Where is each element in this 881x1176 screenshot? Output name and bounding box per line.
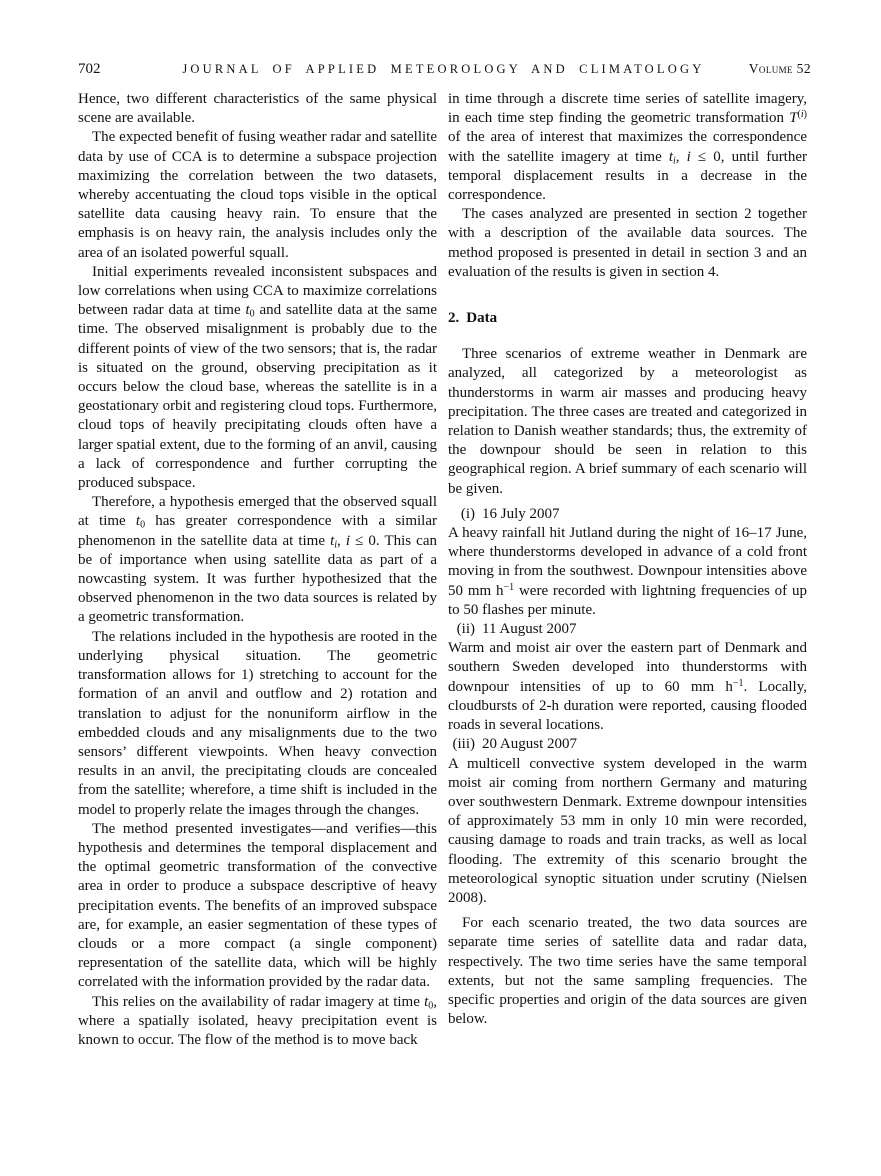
running-head xyxy=(78,61,811,78)
volume-label: Volume 52 xyxy=(748,61,811,76)
scenario-date: 11 August 2007 xyxy=(482,621,577,638)
scenario-item xyxy=(448,505,807,620)
paragraph: The expected benefit of fusing weather radar and satellite data by use of CCA is to determine a subspace projection maximizing the correlation between the two datasets, whereby accentuating the cloud tops visible in the optical satellite data causing heavy rain. To ensure that the emphasis is on heavy rain, the analysis includes only the area of an isolated powerful squall. xyxy=(78,129,437,261)
scenario-heading xyxy=(448,735,807,754)
scenario-heading xyxy=(448,505,807,524)
paragraph: in time through a discrete time series of satellite imagery, in each time step finding the geometric transformation $T^{(i)}$ of the area of interest that maximizes the correspondence with the satellite imagery at time $t_i$, i ≤ 0, until further temporal displacement results in a decrease in the correspondence. xyxy=(448,91,808,204)
scenario-label: (iii) xyxy=(452,736,475,753)
scenario-label: (ii) xyxy=(456,621,475,638)
paragraph: Therefore, a hypothesis emerged that the observed squall at time $t_0$ has greater correspondence with a similar phenomenon in the satellite data at time $t_i$, i ≤ 0. This can be of importance when using satellite data as part of a nowcasting system. It was further hypothesized that the observed phenomenon in the two data sources is related by a geometric transformation. xyxy=(78,494,438,626)
paragraph: The relations included in the hypothesis are rooted in the underlying physical situation. The geometric transformation allows for 1) stretching to account for the formation of an anvil and outflow and 2) rotation and translation to adjust for the nonuniform airflow in the embedded clouds and any misalignments due to the two sensors’ different viewpoints. When heavy convection results in an anvil, the precipitating clouds are concealed from the satellite; wherefore, a time shift is included in the model to properly relate the images through the changes. xyxy=(78,628,437,818)
scenario-list xyxy=(448,505,807,908)
two-column-body xyxy=(78,90,807,1050)
journal-title: JOURNAL OF APPLIED METEOROLOGY AND CLIMATOLOGY xyxy=(182,62,705,76)
paragraph: For each scenario treated, the two data sources are separate time series of satellite data and radar data, respectively. The two time series have the same temporal extents, but not the same sampling frequencies. The specific properties and origin of the data sources are given below. xyxy=(448,915,807,1028)
scenario-item xyxy=(448,735,807,908)
page-number: 702 xyxy=(78,61,101,77)
left-column xyxy=(78,90,437,1050)
paragraph: Hence, two different characteristics of the same physical scene are available. xyxy=(78,91,437,127)
paragraph: The cases analyzed are presented in section 2 together with a description of the available data sources. The method proposed is presented in detail in section 3 and an evaluation of the results is given in section 4. xyxy=(448,206,807,280)
scenario-text: Warm and moist air over the eastern part of Denmark and southern Sweden developed into thunderstorms with downpour intensities of up to 60 mm $h^{-1}$. Locally, cloudbursts of 2-h duration were reported, causing flooded roads in several locations. xyxy=(448,640,807,734)
scenario-date: 20 August 2007 xyxy=(482,736,578,753)
scenario-label: (i) xyxy=(460,505,475,522)
scenario-date: 16 July 2007 xyxy=(482,505,560,522)
section-title: Data xyxy=(466,310,498,327)
section-heading xyxy=(448,309,807,328)
scenario-item xyxy=(448,620,807,735)
right-column xyxy=(448,90,807,1050)
section-number: 2. xyxy=(448,310,460,327)
paragraph: Three scenarios of extreme weather in Denmark are analyzed, all categorized by a meteorologist as thunderstorms in warm air masses and producing heavy precipitation. The three cases are treated and categorized in relation to Danish weather standards; thus, the extremity of the downpour should be seen in relation to this geographical region. A brief summary of each scenario will be given. xyxy=(448,346,807,497)
scenario-heading xyxy=(448,620,807,639)
scenario-text: A heavy rainfall hit Jutland during the night of 16–17 June, where thunderstorms developed in advance of a cold front moving in from the southwest. Downpour intensities above 50 mm $h^{-1}$ were recorded with lightning frequencies of up to 50 flashes per minute. xyxy=(448,525,807,618)
paragraph: This relies on the availability of radar imagery at time $t_0$, where a spatially isolated, heavy precipitation event is known to occur. The flow of the method is to move back xyxy=(78,993,437,1048)
paragraph: Initial experiments revealed inconsistent subspaces and low correlations when using CCA to maximize correlations between radar data at time $t_0$ and satellite data at the same time. The observed misalignment is probably due to the different points of view of the two sensors; that is, the radar is situated on the ground, observing precipitation as it occurs below the cloud base, whereas the satellite is in a geostationary orbit and registering cloud tops. Furthermore, cloud tops of heavily precipitating clouds often have a larger spatial extent, due to the forming of an anvil, causing a lack of correspondence and further corrupting the produced subspace. xyxy=(78,263,437,492)
scenario-text: A multicell convective system developed in the warm moist air coming from northern Germany and maturing over southwestern Denmark. Extreme downpour intensities of approximately 53 mm in only 10 min were recorded, causing damage to roads and train tracks, as well as local flooding. The extremity of this scenario brought the meteorological synoptic situation under scrutiny (Nielsen 2008). xyxy=(448,755,807,906)
paragraph: The method presented investigates—and verifies—this hypothesis and determines the temporal displacement and the optimal geometric transformation of the convective area in order to produce a subspace descriptive of heavy precipitation events. The benefits of an improved subspace are, for example, an easier segmentation of these types of clouds or a more compact (a single component) representation of the satellite data, which will be highly correlated with the information provided by the radar data. xyxy=(78,820,437,991)
